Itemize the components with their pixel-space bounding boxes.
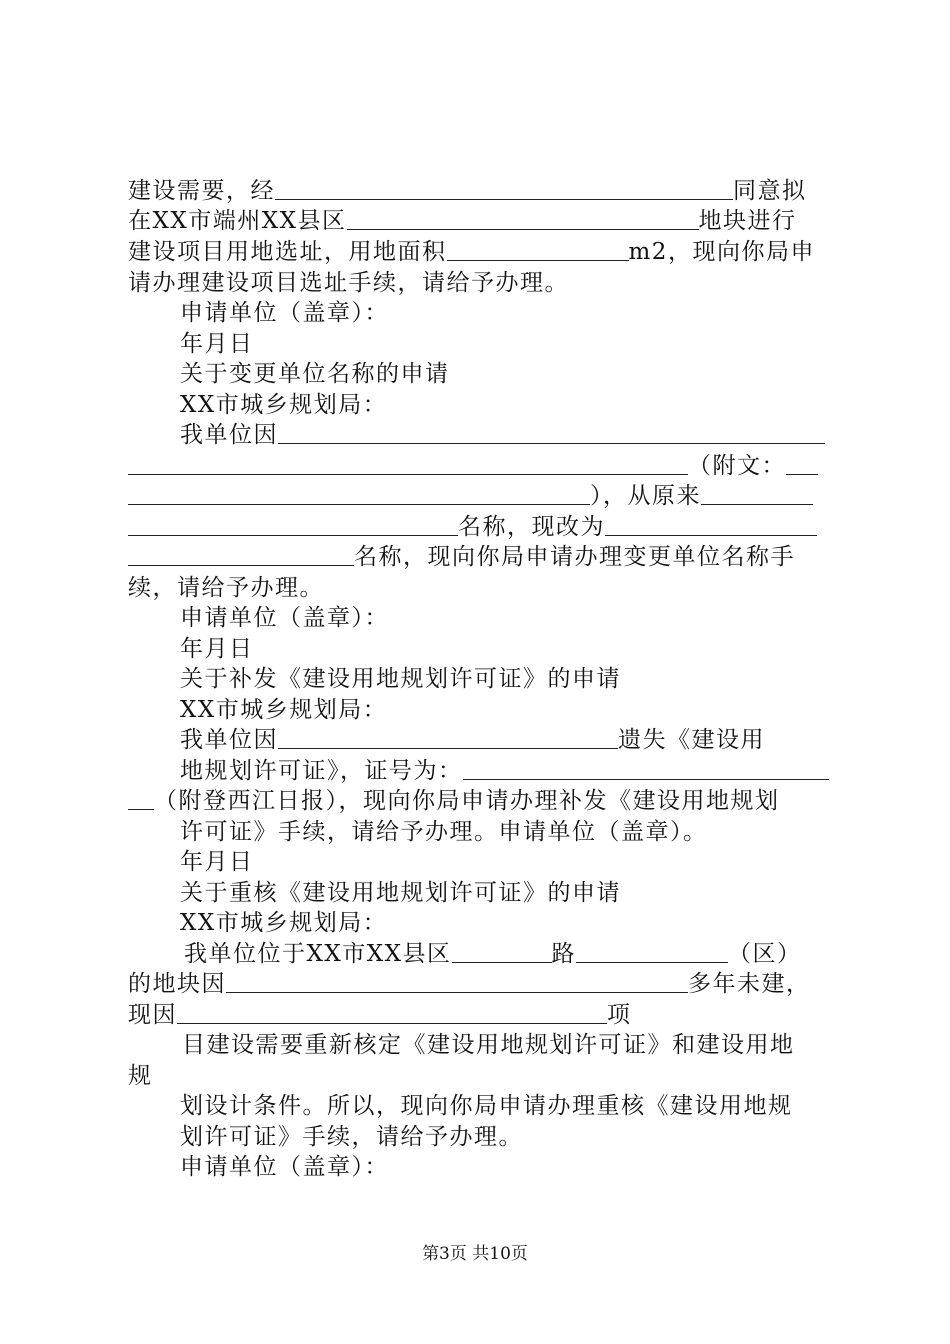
- blank-field[interactable]: [605, 513, 817, 536]
- blank-field[interactable]: [786, 452, 818, 475]
- p4-line-7: 划许可证》手续，请给予办理。: [180, 1124, 523, 1150]
- blank-field[interactable]: [701, 482, 813, 505]
- p4-title: 关于重核《建设用地规划许可证》的申请: [180, 880, 621, 906]
- p3-line-4: 许可证》手续，请给予办理。申请单位（盖章）。: [180, 819, 708, 845]
- p3-date: 年月日: [180, 849, 254, 875]
- p3-line-1: [180, 725, 765, 755]
- blank-field[interactable]: [452, 940, 552, 963]
- blank-field[interactable]: [576, 940, 728, 963]
- p3-recipient: XX市城乡规划局：: [180, 697, 388, 723]
- blank-field[interactable]: [278, 421, 825, 444]
- blank-field[interactable]: [347, 207, 699, 230]
- p2-line-4: [128, 512, 817, 542]
- p2-line-2: [128, 451, 818, 481]
- p1-line-2-text-a: 在XX市端州XX县区: [128, 208, 347, 234]
- p3-line-2-text: 地规划许可证》，证号为：: [180, 758, 463, 784]
- p1-line-1-text-b: 同意拟: [733, 178, 807, 204]
- p3-title: 关于补发《建设用地规划许可证》的申请: [180, 666, 621, 692]
- page-footer: 第3页 共10页: [422, 1244, 528, 1264]
- p4-line-2-text-a: 的地块因: [128, 971, 226, 997]
- p1-line-2-text-b: 地块进行: [698, 208, 797, 234]
- blank-field[interactable]: [226, 970, 688, 993]
- p1-line-3-text-b: m2，现向你局申: [628, 239, 815, 265]
- p4-line-2: [128, 969, 811, 999]
- p4-line-4: 目建设需要重新核定《建设用地规划许可证》和建设用地: [182, 1032, 795, 1058]
- p4-line-1-text-c: （区）: [728, 941, 802, 967]
- p2-recipient: XX市城乡规划局：: [180, 392, 388, 418]
- p2-line-3: [128, 481, 813, 511]
- p4-line-1-text-b: 路: [551, 941, 576, 967]
- p3-line-2: [180, 756, 829, 786]
- p1-line-1: [128, 176, 807, 206]
- p4-seal: 申请单位（盖章）：: [180, 1154, 389, 1180]
- p3-line-3: [128, 786, 780, 816]
- p2-title: 关于变更单位名称的申请: [180, 361, 450, 387]
- p1-line-2: [128, 206, 797, 236]
- p2-line-2-text: （附文：: [688, 453, 786, 479]
- p4-line-2-text-b: 多年未建，: [688, 971, 811, 997]
- p4-line-6: 划设计条件。所以，现向你局申请办理重核《建设用地规: [180, 1093, 793, 1119]
- p4-line-3: [128, 1000, 632, 1030]
- p4-line-1-text-a: 我单位位于XX市XX县区: [184, 941, 452, 967]
- p1-seal: 申请单位（盖章）：: [180, 300, 389, 326]
- p1-line-3-text-a: 建设项目用地选址，用地面积: [128, 239, 447, 265]
- p2-line-4-text: 名称，现改为: [458, 514, 605, 540]
- p1-date: 年月日: [180, 331, 254, 357]
- blank-field[interactable]: [275, 177, 733, 200]
- p2-line-5-text: 名称，现向你局申请办理变更单位名称手: [354, 544, 795, 570]
- blank-field[interactable]: [177, 1001, 607, 1024]
- blank-field[interactable]: [128, 787, 154, 810]
- p2-line-5: [128, 542, 795, 572]
- p4-line-1: [184, 939, 802, 969]
- p1-line-1-text-a: 建设需要，经: [128, 178, 275, 204]
- blank-field[interactable]: [128, 482, 590, 505]
- p2-line-6: 续，请给予办理。: [128, 575, 324, 601]
- blank-field[interactable]: [463, 757, 829, 780]
- blank-field[interactable]: [128, 452, 688, 475]
- p1-line-4: 请办理建设项目选址手续，请给予办理。: [128, 270, 569, 296]
- p2-date: 年月日: [180, 636, 254, 662]
- p2-line-1: [180, 420, 825, 450]
- p1-line-3: [128, 237, 815, 267]
- p3-line-1-text-a: 我单位因: [180, 727, 278, 753]
- p2-line-3-text: ），从原来: [590, 483, 701, 509]
- p4-recipient: XX市城乡规划局：: [180, 910, 388, 936]
- p4-line-3-text-b: 项: [607, 1002, 632, 1028]
- p3-line-3-text: （附登西江日报），现向你局申请办理补发《建设用地规划: [154, 788, 780, 814]
- p4-line-5: 规: [128, 1063, 153, 1089]
- blank-field[interactable]: [128, 513, 458, 536]
- p2-line-1-text: 我单位因: [180, 422, 278, 448]
- p3-line-1-text-b: 遗失《建设用: [618, 727, 765, 753]
- p4-line-3-text-a: 现因: [128, 1002, 177, 1028]
- blank-field[interactable]: [447, 238, 629, 261]
- p2-seal: 申请单位（盖章）：: [180, 605, 389, 631]
- blank-field[interactable]: [128, 543, 354, 566]
- blank-field[interactable]: [278, 726, 618, 749]
